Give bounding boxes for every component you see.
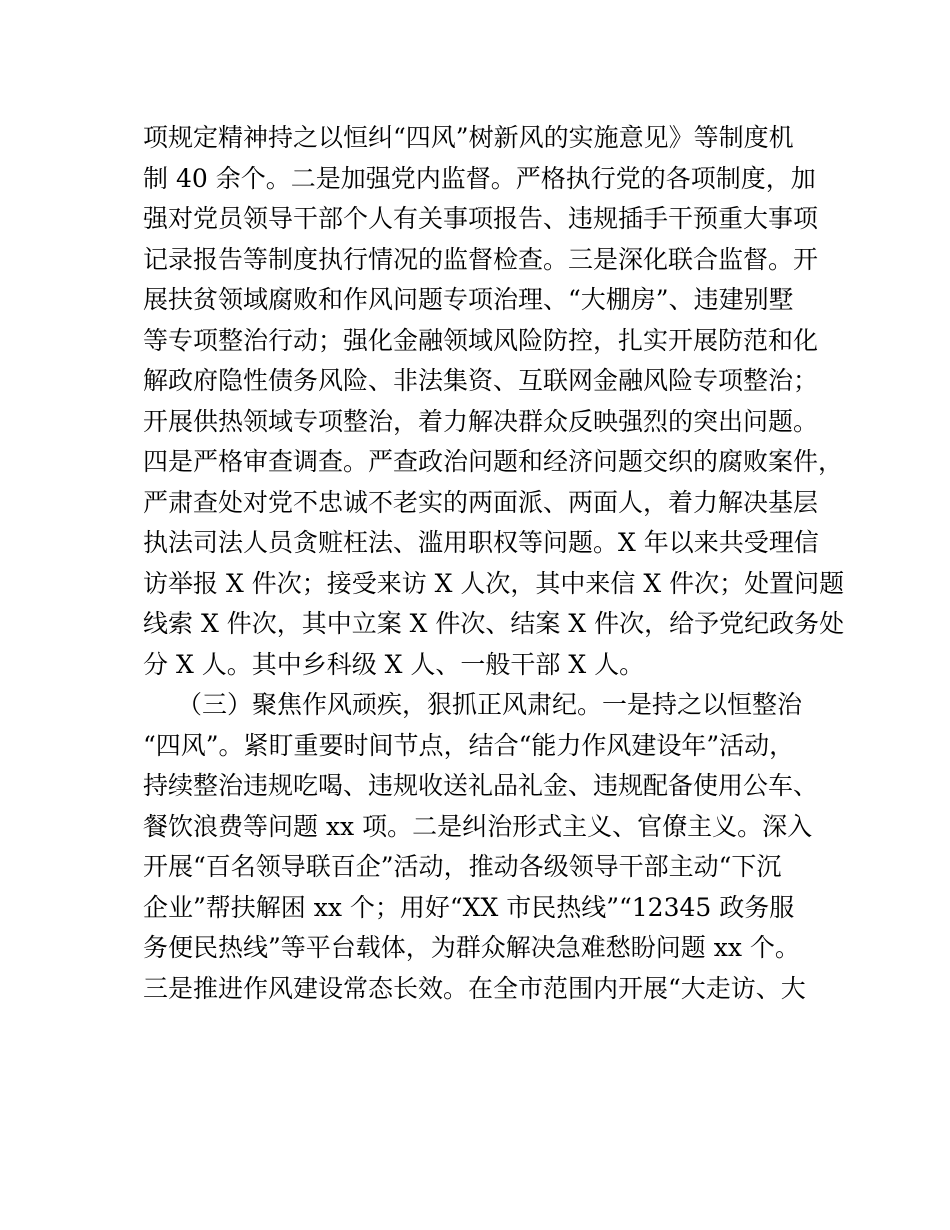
text-line: 持续整治违规吃喝、违规收送礼品礼金、违规配备使用公车、 [143,771,819,800]
text-line: 餐饮浪费等问题 xx 项。二是纠治形式主义、官僚主义。深入 [143,811,813,841]
text-line: 项规定精神持之以恒纠“四风”树新风的实施意见》等制度机 [143,123,794,152]
text-line: “四风”。紧盯重要时间节点，结合“能力作风建设年”活动， [143,730,795,760]
text-line: 开展供热领域专项整治，着力解决群众反映强烈的突出问题。 [143,406,819,436]
text-line: 企业”帮扶解困 xx 个；用好“XX 市民热线”“12345 政务服 [143,892,795,922]
text-line: 等专项整治行动；强化金融领域风险防控，扎实开展防范和化 [143,325,819,355]
text-line: 务便民热线”等平台载体，为群众解决急难愁盼问题 xx 个。 [143,933,800,962]
text-line: 展扶贫领域腐败和作风问题专项治理、“大棚房”、违建别墅 [143,285,794,314]
text-line: 强对党员领导干部个人有关事项报告、违规插手干预重大事项 [143,204,819,233]
text-line: 线索 X 件次，其中立案 X 件次、结案 X 件次，给予党纪政务处 [143,609,845,638]
section-heading-line: （三）聚焦作风顽疾，狠抓正风肃纪。一是持之以恒整治 [177,690,803,719]
text-line: 记录报告等制度执行情况的监督检查。三是深化联合监督。开 [143,244,819,274]
text-line: 执法司法人员贪赃枉法、滥用职权等问题。X 年以来共受理信 [143,528,819,557]
text-line: 三是推进作风建设常态长效。在全市范围内开展“大走访、大 [143,973,806,1003]
text-line: 解政府隐性债务风险、非法集资、互联网金融风险专项整治； [143,366,819,395]
text-line: 分 X 人。其中乡科级 X 人、一般干部 X 人。 [143,649,645,679]
text-line: 四是严格审查调查。严查政治问题和经济问题交织的腐败案件， [143,447,844,476]
text-line: 制 40 余个。二是加强党内监督。严格执行党的各项制度，加 [143,163,816,193]
body-text [143,118,845,1009]
text-line: 严肃查处对党不忠诚不老实的两面派、两面人，着力解决基层 [143,487,819,517]
text-line: 开展“百名领导联百企”活动，推动各级领导干部主动“下沉 [143,852,782,881]
text-line: 访举报 X 件次；接受来访 X 人次，其中来信 X 件次；处置问题 [143,568,845,598]
